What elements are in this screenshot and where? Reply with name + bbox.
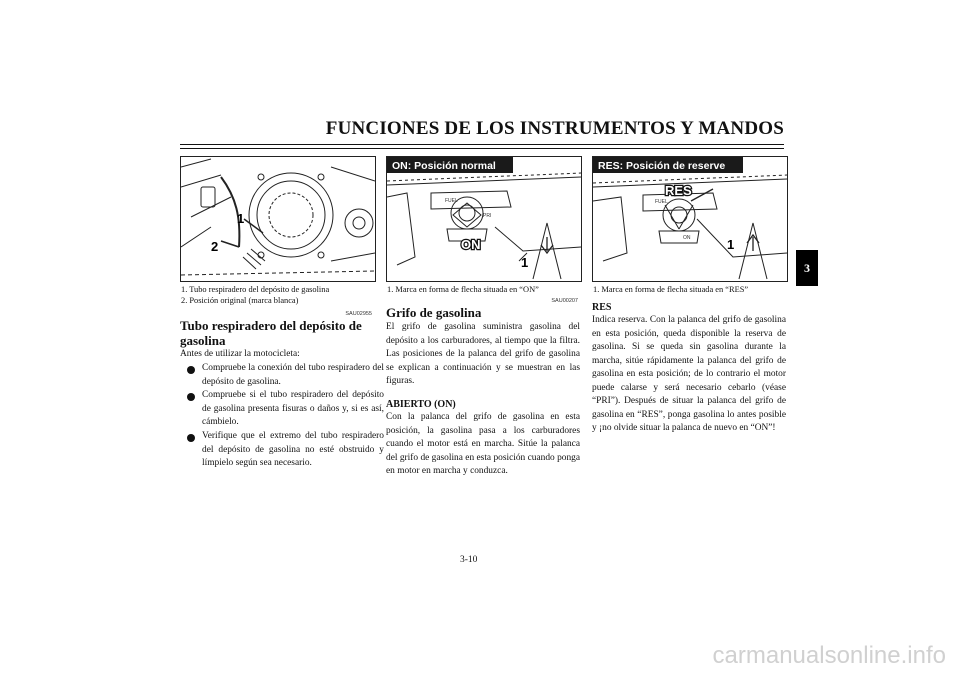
bullet-text: Compruebe si el tubo respiradero del depósito de gasolina presenta fisuras o daños y, si es así, cámbielo. — [202, 390, 384, 427]
fuel-cock-heading: Grifo de gasolina — [386, 305, 482, 320]
bullet-icon — [187, 366, 195, 374]
breather-intro: Antes de utilizar la motocicleta: — [180, 349, 300, 359]
fig3-on-label: ON — [683, 235, 691, 241]
fig1-callout-2: 2 — [211, 239, 219, 254]
fig1-callout-1: 1 — [237, 211, 245, 226]
fig1-caption-2: 2. Posición original (marca blanca) — [181, 296, 299, 305]
fig1-caption-1: 1. Tubo respiradero del depósito de gasolina — [181, 285, 330, 294]
page-number: 3-10 — [460, 555, 478, 565]
on-subheading: ABIERTO (ON) — [386, 399, 456, 410]
fig3-banner: RES: Posición de reserve — [598, 160, 726, 172]
fig3-res-mark: RES — [665, 183, 692, 198]
fuel-cock-body: El grifo de gasolina suministra gasolina del depósito a los carburadores, al tiempo que la filtra. Las posiciones de la palanca del grifo de gasolina se explican a continuación y se muestran en las figuras. — [386, 322, 580, 386]
breather-bullet-3 — [186, 430, 384, 471]
figure-on-position — [386, 156, 582, 282]
page-title: FUNCIONES DE LOS INSTRUMENTOS Y MANDOS — [325, 118, 784, 139]
res-body: Indica reserva. Con la palanca del grifo de gasolina en esta posición, queda disponible la reserva de gasolina. Si se queda sin gasolina durante la marcha, sitúe rápidamente la palanca del grifo de gasolina en esta posición; de lo contrario el motor puede calarse y será necesario cebarlo (véase “PRI”). Después de situar la palanca del grifo de gasolina en “RES”, ponga gasolina lo antes posible y ¡no olvide situar la palanca de nuevo en “ON”! — [592, 315, 786, 433]
watermark: carmanualsonline.info — [712, 642, 946, 669]
fig2-pri-label: PRI — [483, 213, 492, 219]
fig2-fuel-label: FUEL — [445, 198, 458, 204]
breather-heading-line1: Tubo respiradero del depósito de — [180, 318, 362, 333]
ref-code-breather: SAU02955 — [345, 311, 372, 317]
bullet-text: Compruebe la conexión del tubo respiradero del depósito de gasolina. — [202, 363, 384, 387]
title-rule-thin — [180, 148, 784, 149]
bullet-text: Verifique que el extremo del tubo respiradero del depósito de gasolina no esté obstruido y límpielo según sea necesario. — [202, 431, 384, 468]
fig2-callout-1: 1 — [521, 255, 529, 270]
breather-bullet-1 — [186, 362, 384, 389]
ref-code-fuel-cock: SAU00207 — [551, 298, 578, 304]
breather-heading-line2: gasolina — [180, 333, 226, 348]
figure-res-position — [592, 156, 788, 282]
fig2-banner: ON: Posición normal — [392, 160, 496, 172]
on-body: Con la palanca del grifo de gasolina en esta posición, la gasolina pasa a los carburadores cuando el motor está en marcha. Sitúe la palanca del grifo de gasolina en esta posición cuando ponga en motor en marcha y conduzca. — [386, 412, 580, 476]
chapter-tab: 3 — [796, 250, 818, 286]
fig3-fuel-label: FUEL — [655, 199, 668, 205]
title-rule — [180, 144, 784, 145]
bullet-icon — [187, 393, 195, 401]
bullet-icon — [187, 434, 195, 442]
fig3-caption: 1. Marca en forma de flecha situada en “RES” — [593, 285, 749, 294]
figure-breather-hose — [180, 156, 376, 282]
res-subheading: RES — [592, 302, 612, 313]
fig2-on-mark: ON — [461, 237, 481, 252]
breather-bullet-2 — [186, 389, 384, 430]
fig2-caption: 1. Marca en forma de flecha situada en “ON” — [387, 285, 539, 294]
fig3-callout-1: 1 — [727, 237, 735, 252]
